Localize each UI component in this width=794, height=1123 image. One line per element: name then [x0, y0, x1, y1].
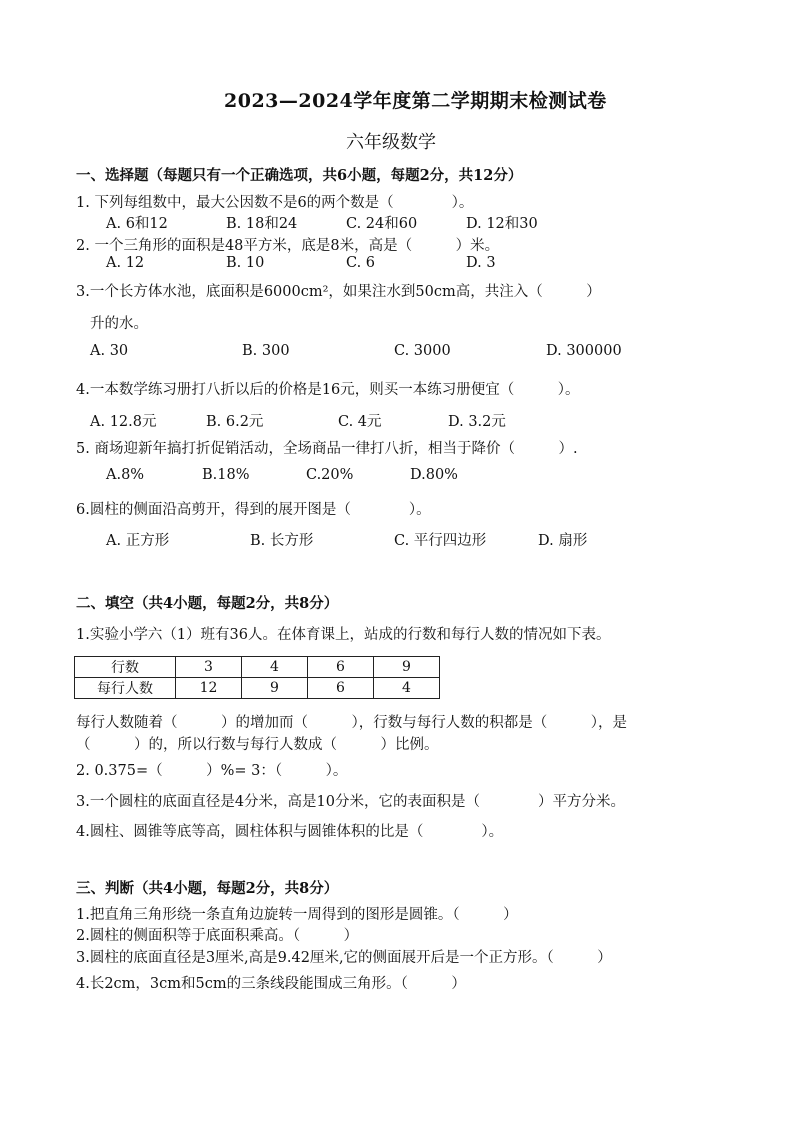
- s1-q2-option-a: A. 12: [106, 255, 145, 271]
- table-cell: 9: [374, 657, 440, 678]
- s2-q4-text: 4.圆柱、圆锥等底等高，圆柱体积与圆锥体积的比是（ ）。: [76, 824, 504, 840]
- s1-q5-option-d: D.80%: [410, 467, 458, 483]
- s1-q1-option-b: B. 18和24: [226, 216, 298, 232]
- s1-q3-option-c: C. 3000: [394, 343, 451, 359]
- page-subtitle: 六年级数学: [346, 132, 436, 153]
- s1-q3-options: [90, 343, 698, 359]
- s1-q1-option-a: A. 6和12: [106, 216, 168, 232]
- s1-q3-text-line1: 3.一个长方体水池，底面积是6000cm²，如果注水到50cm高，共注入（ ）: [76, 284, 601, 300]
- section1-heading: 一、选择题（每题只有一个正确选项，共6小题，每题2分，共12分）: [76, 167, 523, 184]
- s1-q5-option-c: C.20%: [306, 467, 354, 483]
- s1-q1-options: [106, 212, 586, 233]
- table-cell: 6: [308, 657, 374, 678]
- s1-q2-option-d: D. 3: [466, 255, 496, 271]
- s1-q6-option-a: A. 正方形: [106, 533, 170, 549]
- s1-q5-options: [106, 467, 514, 483]
- s1-q3-option-d: D. 300000: [546, 343, 622, 359]
- s3-q4-text: 4.长2cm，3cm和5cm的三条线段能围成三角形。（ ）: [76, 976, 466, 992]
- s1-q5-option-b: B.18%: [202, 467, 250, 483]
- s1-q4-option-b: B. 6.2元: [206, 414, 264, 430]
- table-header-cell: 行数: [75, 657, 176, 678]
- s1-q6-text: 6.圆柱的侧面沿高剪开，得到的展开图是（ ）。: [76, 502, 431, 518]
- s2-q3-text: 3.一个圆柱的底面直径是4分米，高是10分米，它的表面积是（ ）平方分米。: [76, 794, 626, 810]
- table-cell: 12: [176, 678, 242, 699]
- table-header-cell: 每行人数: [75, 678, 176, 699]
- s1-q3-option-a: A. 30: [90, 343, 129, 359]
- s1-q3-text-line2: 升的水。: [90, 316, 148, 332]
- s2-q2-text: 2. 0.375=（ ）%= 3：（ ）。: [76, 763, 348, 779]
- s1-q2-text: 2. 一个三角形的面积是48平方米，底是8米，高是（ ）米。: [76, 238, 500, 254]
- table-cell: 6: [308, 678, 374, 699]
- s1-q6-option-d: D. 扇形: [538, 533, 588, 549]
- section3-heading: 三、判断（共4小题，每题2分，共8分）: [76, 880, 339, 897]
- table-cell: 9: [242, 678, 308, 699]
- s1-q1-option-c: C. 24和60: [346, 216, 418, 232]
- table-cell: 4: [242, 657, 308, 678]
- s2-q1-text: 1.实验小学六（1）班有36人。在体育课上，站成的行数和每行人数的情况如下表。: [76, 627, 611, 643]
- s1-q6-options: [106, 529, 638, 550]
- s1-q4-option-c: C. 4元: [338, 414, 382, 430]
- s1-q4-option-d: D. 3.2元: [448, 414, 506, 430]
- s1-q2-options: [106, 255, 586, 271]
- s1-q2-option-c: C. 6: [346, 255, 376, 271]
- s3-q3-text: 3.圆柱的底面直径是3厘米,高是9.42厘米,它的侧面展开后是一个正方形。（ ）: [76, 950, 612, 966]
- s1-q6-option-b: B. 长方形: [250, 533, 314, 549]
- table-cell: 3: [176, 657, 242, 678]
- s1-q2-option-b: B. 10: [226, 255, 265, 271]
- s2-q1-after-line2: （ ）的，所以行数与每行人数成（ ）比例。: [76, 737, 439, 753]
- s3-q1-text: 1.把直角三角形绕一条直角边旋转一周得到的图形是圆锥。（ ）: [76, 907, 518, 923]
- s2-q1-after-line1: 每行人数随着（ ）的增加而（ ），行数与每行人数的积都是（ ），是: [76, 715, 627, 731]
- s1-q3-option-b: B. 300: [242, 343, 290, 359]
- table-row: [75, 657, 440, 678]
- s1-q4-options: [90, 410, 558, 431]
- s1-q4-text: 4.一本数学练习册打八折以后的价格是16元，则买一本练习册便宜（ ）。: [76, 382, 580, 398]
- page-title: 2023—2024学年度第二学期期末检测试卷: [224, 90, 607, 112]
- s1-q5-option-a: A.8%: [106, 467, 145, 483]
- table-row: [75, 678, 440, 699]
- section2-heading: 二、填空（共4小题，每题2分，共8分）: [76, 595, 339, 612]
- s1-q6-option-c: C. 平行四边形: [394, 533, 487, 549]
- table-cell: 4: [374, 678, 440, 699]
- s3-q2-text: 2.圆柱的侧面积等于底面积乘高。（ ）: [76, 928, 359, 944]
- s2-q1-table: [74, 656, 440, 699]
- s1-q4-option-a: A. 12.8元: [90, 414, 157, 430]
- s1-q5-text: 5. 商场迎新年搞打折促销活动，全场商品一律打八折，相当于降价（ ）.: [76, 441, 578, 457]
- s1-q1-text: 1. 下列每组数中，最大公因数不是6的两个数是（ ）。: [76, 195, 474, 211]
- s1-q1-option-d: D. 12和30: [466, 216, 538, 232]
